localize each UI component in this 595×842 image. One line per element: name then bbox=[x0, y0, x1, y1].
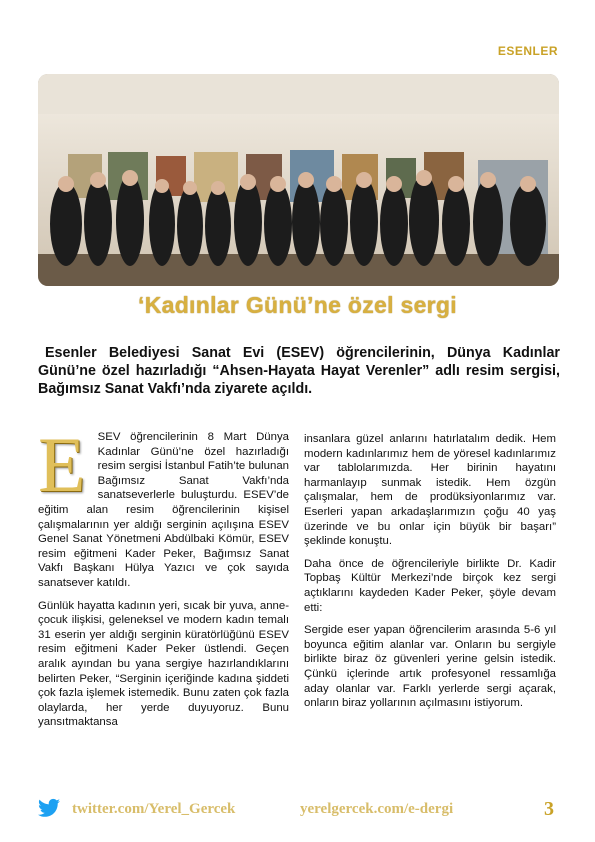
article-column-left bbox=[38, 421, 289, 738]
article-column-right bbox=[304, 432, 556, 719]
page-number: 3 bbox=[544, 798, 554, 820]
section-label: ESENLER bbox=[497, 44, 558, 58]
article-paragraph: Günlük hayatta kadının yeri, sıcak bir yuva, anne-çocuk ilişkisi, geleneksel ve modern kadın temalı 31 eserin yer aldığı serginin küratörlüğünü ESEV resim eğitmeni Kader Peker üstlendi. Geçen aralık ayından bu yana sergiye hazırlandıklarını belirten Peker, “Serginin içeriğinde kadına şiddeti çok fazla işlemek istemedik. Bunu zaten çok fazla olaylarda, her yerde duyuyoruz. Bunu yansıtmaktansa bbox=[38, 599, 289, 729]
drop-cap: E bbox=[38, 421, 86, 508]
article-paragraph bbox=[38, 421, 289, 591]
group-photo-image bbox=[38, 74, 559, 286]
article-paragraph-text: SEV öğrencilerinin 8 Mart Dünya Kadınlar Günü’ne özel hazırladığı resim sergisi İstanbul Fatih’te bulunan Bağımsız Sanat Vakfı’nda sanatseverlerle buluşturdu. ESEV’de eğitim alan resim öğrencilerinin kişisel çalışmalarının yer aldığı serginin açılışına ESEV Genel Sanat Yönetmeni Abdülbaki Kömür, ESEV resim eğitmeni Kader Peker, Bağımsız Sanat Vakfı Başkanı Hülya Yazıcı ve çok sayıda sanatsever katıldı. bbox=[38, 431, 289, 589]
footer-twitter-link[interactable]: twitter.com/Yerel_Gercek bbox=[72, 801, 236, 817]
page-footer bbox=[0, 798, 595, 824]
twitter-icon bbox=[38, 798, 60, 818]
article-paragraph: insanlara güzel anlarını hatırlatalım dedik. Hem modern kadınlarımız hem de yöresel kadınlarımız var tablolarımızda. Her birinin hayatını harmanlayıp sunmak istedik. Hem özgün çalışmalar, hem de prodüksiyonlarımız var. Eserleri yapan arkadaşlarımızın çoğu 40 yaş üzerinde ve bu onlar için büyük bir başarı” şeklinde konuştu. bbox=[304, 433, 556, 548]
article-photo bbox=[38, 74, 559, 286]
footer-site-link[interactable]: yerelgercek.com/e-dergi bbox=[300, 801, 454, 817]
article-paragraph: Sergide eser yapan öğrencilerim arasında 5-6 yıl boyunca eğitim alanlar var. Onların bu sergiyle birlikte biraz öz güvenleri yerine gelsin istedik. Çünkü içlerinde artık profesyonel ressamlığa aday olanlar var. Farklı yerlerde sergi açarak, onların biraz yollarının açılmasını istiyorum. bbox=[304, 624, 556, 710]
article-lead: Esenler Belediyesi Sanat Evi (ESEV) öğrencilerinin, Dünya Kadınlar Günü’ne özel hazırladığı “Ahsen-Hayata Hayat Verenler” adlı resim sergisi, Bağımsız Sanat Vakfı’nda ziyarete açıldı. bbox=[38, 345, 560, 397]
article-paragraph: Daha önce de öğrencileriyle birlikte Dr. Kadir Topbaş Kültür Merkezi’nde birçok kez sergi açtıklarını kaydeden Kader Peker, şöyle devam etti: bbox=[304, 557, 556, 614]
article-title: ‘Kadınlar Günü’ne özel sergi bbox=[138, 292, 457, 318]
